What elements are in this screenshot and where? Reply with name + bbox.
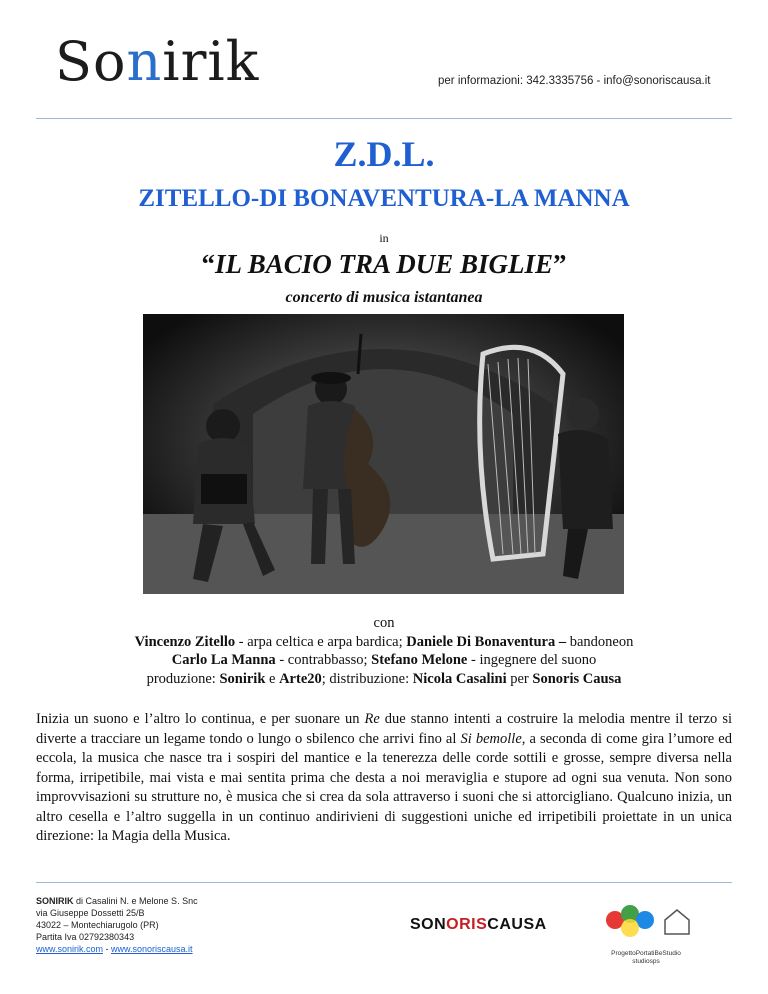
show-title: “IL BACIO TRA DUE BIGLIE” [201,249,567,279]
sonoriscausa-link[interactable]: www.sonoriscausa.it [111,944,193,954]
band-acronym: Z.D.L. [333,134,435,174]
show-subtitle: concerto di musica istantanea [285,289,483,306]
credits [0,614,768,688]
credits-line-1: Vincenzo Zitello - arpa celtica e arpa bardica; Daniele Di Bonaventura – bandoneon [134,633,634,650]
logo-accent-letter: n [126,30,163,93]
band-names: ZITELLO-DI BONAVENTURA-LA MANNA [138,185,630,212]
credits-con: con [373,615,395,631]
credits-line-2: Carlo La Manna - contrabbasso; Stefano Melone - ingegnere del suono [171,652,597,668]
sonirik-logo: Sonirik [55,30,260,93]
company-info: SONIRIK di Casalini N. e Melone S. Snc via Giuseppe Dossetti 25/B 43022 – Montechiarugolo (PR) Partita Iva 02792380343 www.sonirik.com - www.sonoriscausa.it [36,896,198,954]
sonoris-causa-logo: SONORISCAUSA [410,916,547,933]
concert-photo [143,314,624,594]
footer-divider [36,882,732,883]
credits-line-3: produzione: Sonirik e Arte20; distribuzione: Nicola Casalini per Sonoris Causa [146,670,622,687]
contact-info: per informazioni: 342.3335756 - info@sonoriscausa.it [438,75,711,87]
description-paragraph: Inizia un suono e l’altro lo continua, e per suonare un Re due stanno intenti a costruire la melodia mentre il terzo si diverte a tracciare un legame tondo o lungo o sbilenco che arrivi fino al Si bemolle, a seconda di come gira l’umore ed eccola, la musica che nasce tra i sospiri del mantice e la tenerezza delle corde sottili e grosse, sempre diversa nella forma, irripetibile, mai vista e mai sentita prima che desta a noi meraviglia e stupore ad ogni sua venuta. Non sono improvvisazioni su strutture no, è musica che si crea da sola attraverso i suoni che si attorcigliano. Qualcuno inizia, un altro cesella e l’altro suggella in un continuo andirivieni di suggestioni uniche ed irripetibili proiettate in un unica direzione: la Magia della Musica. [36,711,732,844]
header-divider [36,118,732,119]
in-label: in [379,231,389,245]
project-logo-text: ProgettoPortatiBeStudio studiosps [611,950,681,965]
sonirik-link[interactable]: www.sonirik.com [36,944,104,954]
